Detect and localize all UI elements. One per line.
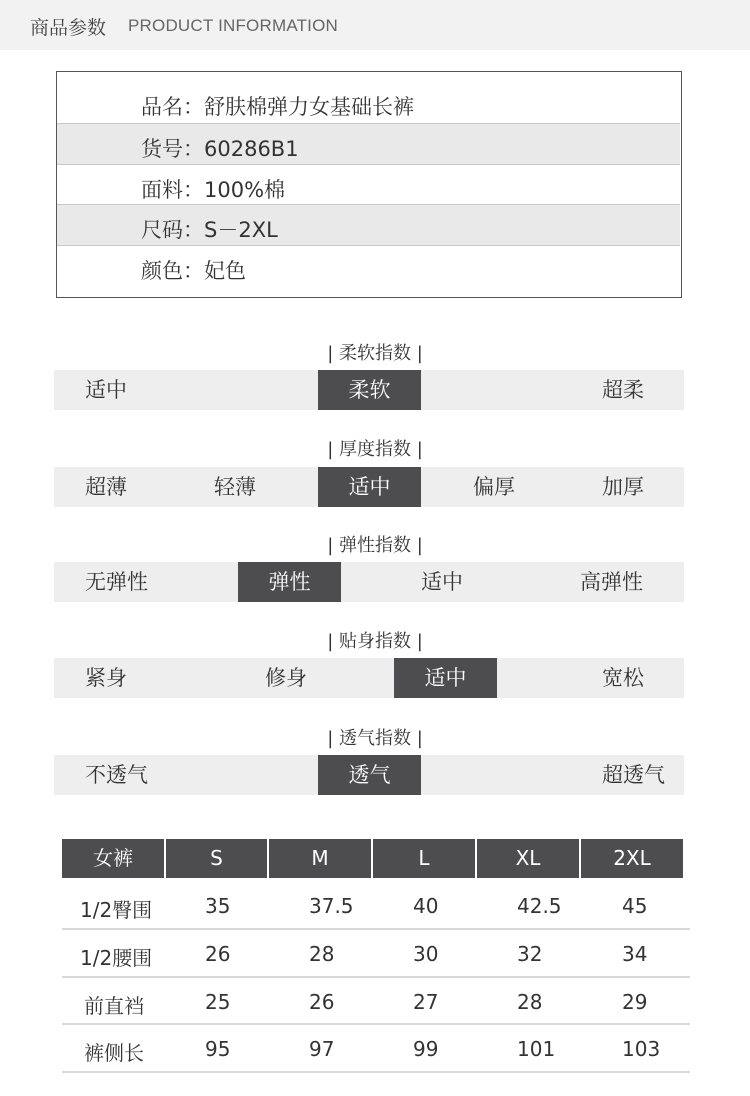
table-cell: 26 [205, 942, 231, 966]
info-color: 颜色：妃色 [141, 259, 246, 283]
table-cell: 29 [622, 990, 648, 1014]
table-cell: 25 [205, 990, 231, 1014]
elasticity-option: 无弹性 [85, 570, 148, 594]
table-cell: 30 [413, 942, 439, 966]
info-row-name [57, 82, 680, 122]
fit-option: 宽松 [602, 666, 644, 690]
table-cell: 103 [622, 1037, 661, 1061]
table-cell: 40 [413, 894, 439, 918]
breathability-option-selected: 透气 [318, 755, 421, 795]
table-cell: 42.5 [517, 894, 562, 918]
table-cell-label: 前直裆 [84, 994, 144, 1018]
table-cell-label: 1/2腰围 [80, 946, 153, 970]
breathability-index-title: | 透气指数 | [327, 728, 423, 749]
thickness-option: 轻薄 [214, 475, 256, 499]
table-cell: 32 [517, 942, 543, 966]
table-cell: 27 [413, 990, 439, 1014]
table-cell: 95 [205, 1037, 231, 1061]
product-info-box [56, 71, 682, 298]
fit-option: 修身 [265, 666, 307, 690]
softness-option: 超柔 [602, 378, 644, 402]
table-header-cell: 女裤 [62, 839, 164, 878]
thickness-option: 超薄 [85, 475, 127, 499]
thickness-index-bar [54, 467, 684, 507]
row-divider [62, 1023, 690, 1025]
info-fabric: 面料：100%棉 [141, 178, 286, 202]
table-header-cell: M [269, 839, 371, 878]
table-cell: 97 [309, 1037, 335, 1061]
row-divider [62, 1071, 690, 1073]
info-row-color [57, 246, 680, 286]
header-title-en: PRODUCT INFORMATION [128, 16, 338, 35]
row-divider [62, 928, 690, 930]
elasticity-option-selected: 弹性 [238, 562, 341, 602]
thickness-option-selected: 适中 [318, 467, 421, 507]
softness-option-selected: 柔软 [318, 370, 421, 410]
thickness-option: 偏厚 [473, 475, 515, 499]
elasticity-option: 适中 [421, 570, 463, 594]
info-row-size [57, 205, 680, 245]
table-cell: 28 [309, 942, 335, 966]
table-cell: 45 [622, 894, 648, 918]
info-row-sku [57, 124, 680, 164]
header-title-zh: 商品参数 [30, 17, 107, 39]
info-size: 尺码：S－2XL [141, 218, 278, 242]
info-sku: 货号：60286B1 [141, 137, 299, 161]
table-header-cell: L [373, 839, 475, 878]
breathability-index-bar [54, 755, 684, 795]
table-cell: 34 [622, 942, 648, 966]
softness-index-title: | 柔软指数 | [327, 343, 423, 364]
table-header-cell: S [166, 839, 267, 878]
table-cell: 28 [517, 990, 543, 1014]
breathability-option: 不透气 [85, 763, 148, 787]
table-cell-label: 裤侧长 [84, 1041, 144, 1065]
breathability-option: 超透气 [602, 763, 665, 787]
table-header-cell: XL [477, 839, 579, 878]
table-cell: 37.5 [309, 894, 354, 918]
elasticity-index-bar [54, 562, 684, 602]
row-divider [62, 976, 690, 978]
info-name: 品名：舒肤棉弹力女基础长裤 [141, 95, 414, 119]
section-header [0, 0, 750, 50]
table-cell-label: 1/2臀围 [80, 898, 153, 922]
fit-index-title: | 贴身指数 | [327, 631, 423, 652]
table-header-cell: 2XL [581, 839, 683, 878]
elasticity-index-title: | 弹性指数 | [327, 535, 423, 556]
thickness-option: 加厚 [602, 475, 644, 499]
softness-index-bar [54, 370, 684, 410]
table-cell: 101 [517, 1037, 556, 1061]
table-cell: 99 [413, 1037, 439, 1061]
softness-option: 适中 [85, 378, 127, 402]
table-cell: 26 [309, 990, 335, 1014]
fit-index-bar [54, 658, 684, 698]
fit-option: 紧身 [85, 666, 127, 690]
info-row-fabric [57, 165, 680, 205]
fit-option-selected: 适中 [394, 658, 497, 698]
thickness-index-title: | 厚度指数 | [327, 439, 423, 460]
elasticity-option: 高弹性 [580, 570, 643, 594]
table-cell: 35 [205, 894, 231, 918]
